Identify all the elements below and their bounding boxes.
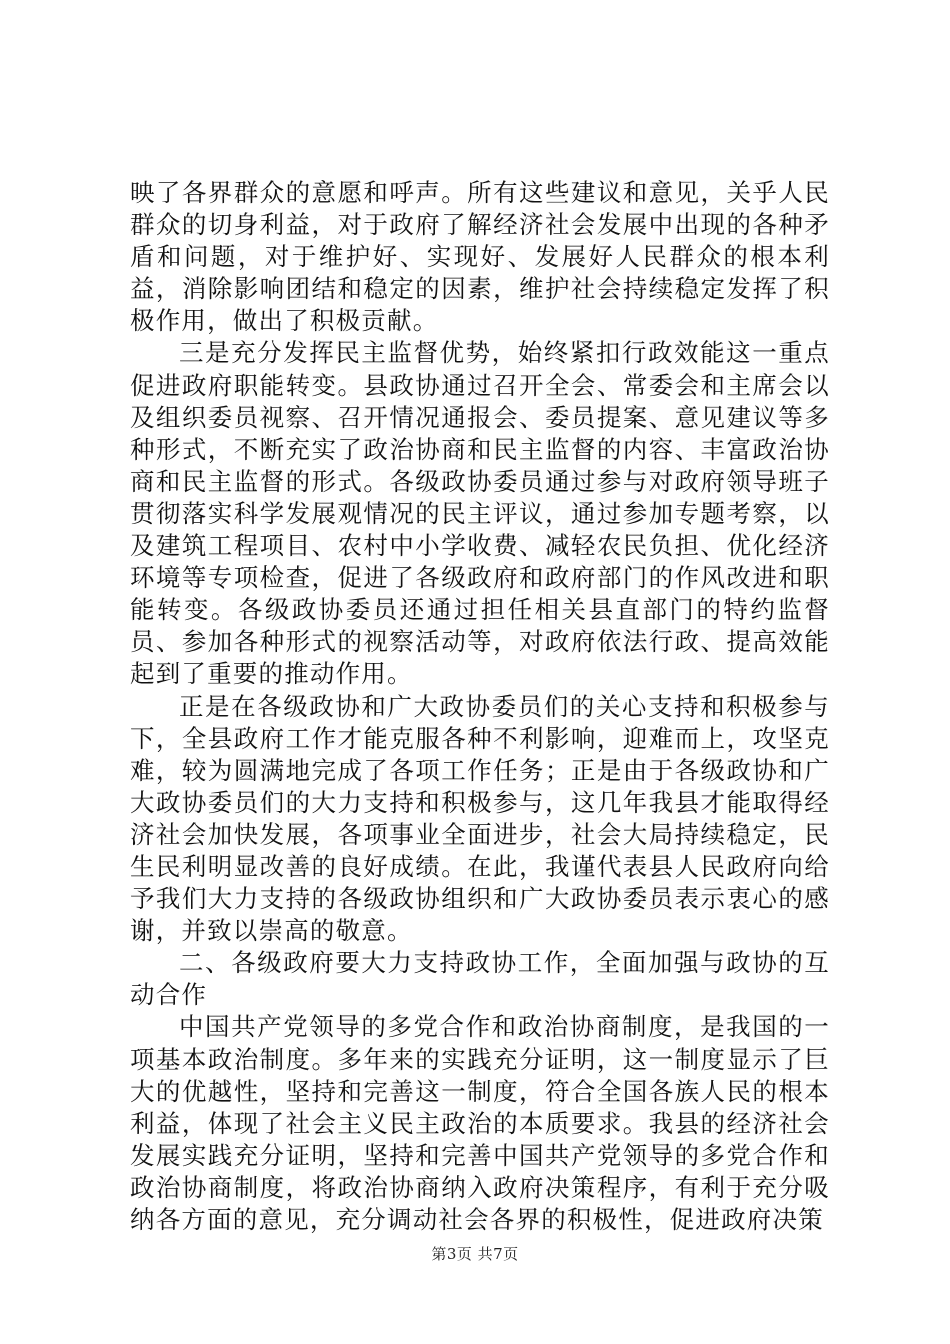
paragraph-3: 正是在各级政协和广大政协委员们的关心支持和积极参与下，全县政府工作才能克服各种不利影响，迎难而上，攻坚克难，较为圆满地完成了各项工作任务；正是由于各级政协和广大政协委员们的大力支持和积极参与，这几年我县才能取得经济社会加快发展，各项事业全面进步，社会大局持续稳定，民生民利明显改善的良好成绩。在此，我谨代表县人民政府向给予我们大力支持的各级政协组织和广大政协委员表示衷心的感谢，并致以崇高的敬意。	[130, 691, 830, 946]
paragraph-4: 中国共产党领导的多党合作和政治协商制度，是我国的一项基本政治制度。多年来的实践充分证明，这一制度显示了巨大的优越性，坚持和完善这一制度，符合全国各族人民的根本利益，体现了社会主义民主政治的本质要求。我县的经济社会发展实践充分证明，坚持和完善中国共产党领导的多党合作和政治协商制度，将政治协商纳入政府决策程序，有利于充分吸纳各方面的意见，充分调动社会各界的积极性，促进政府决策	[130, 1012, 830, 1234]
paragraph-2: 三是充分发挥民主监督优势，始终紧扣行政效能这一重点促进政府职能转变。县政协通过召开全会、常委会和主席会以及组织委员视察、召开情况通报会、委员提案、意见建议等多种形式，不断充实了政治协商和民主监督的内容、丰富政治协商和民主监督的形式。各级政协委员通过参与对政府领导班子贯彻落实科学发展观情况的民主评议，通过参加专题考察，以及建筑工程项目、农村中小学收费、减轻农民负担、优化经济环境等专项检查，促进了各级政府和政府部门的作风改进和职能转变。各级政协委员还通过担任相关县直部门的特约监督员、参加各种形式的视察活动等，对政府依法行政、提高效能起到了重要的推动作用。	[130, 338, 830, 689]
paragraph-1: 映了各界群众的意愿和呼声。所有这些建议和意见，关乎人民群众的切身利益，对于政府了解经济社会发展中出现的各种矛盾和问题，对于维护好、实现好、发展好人民群众的根本利益，消除影响团结和稳定的因素，维护社会持续稳定发挥了积极作用，做出了积极贡献。	[130, 178, 830, 336]
section-heading: 二、各级政府要大力支持政协工作，全面加强与政协的互动合作	[130, 948, 830, 1010]
document-body	[130, 177, 830, 1236]
page-number-footer: 第3页 共7页	[431, 1245, 519, 1263]
